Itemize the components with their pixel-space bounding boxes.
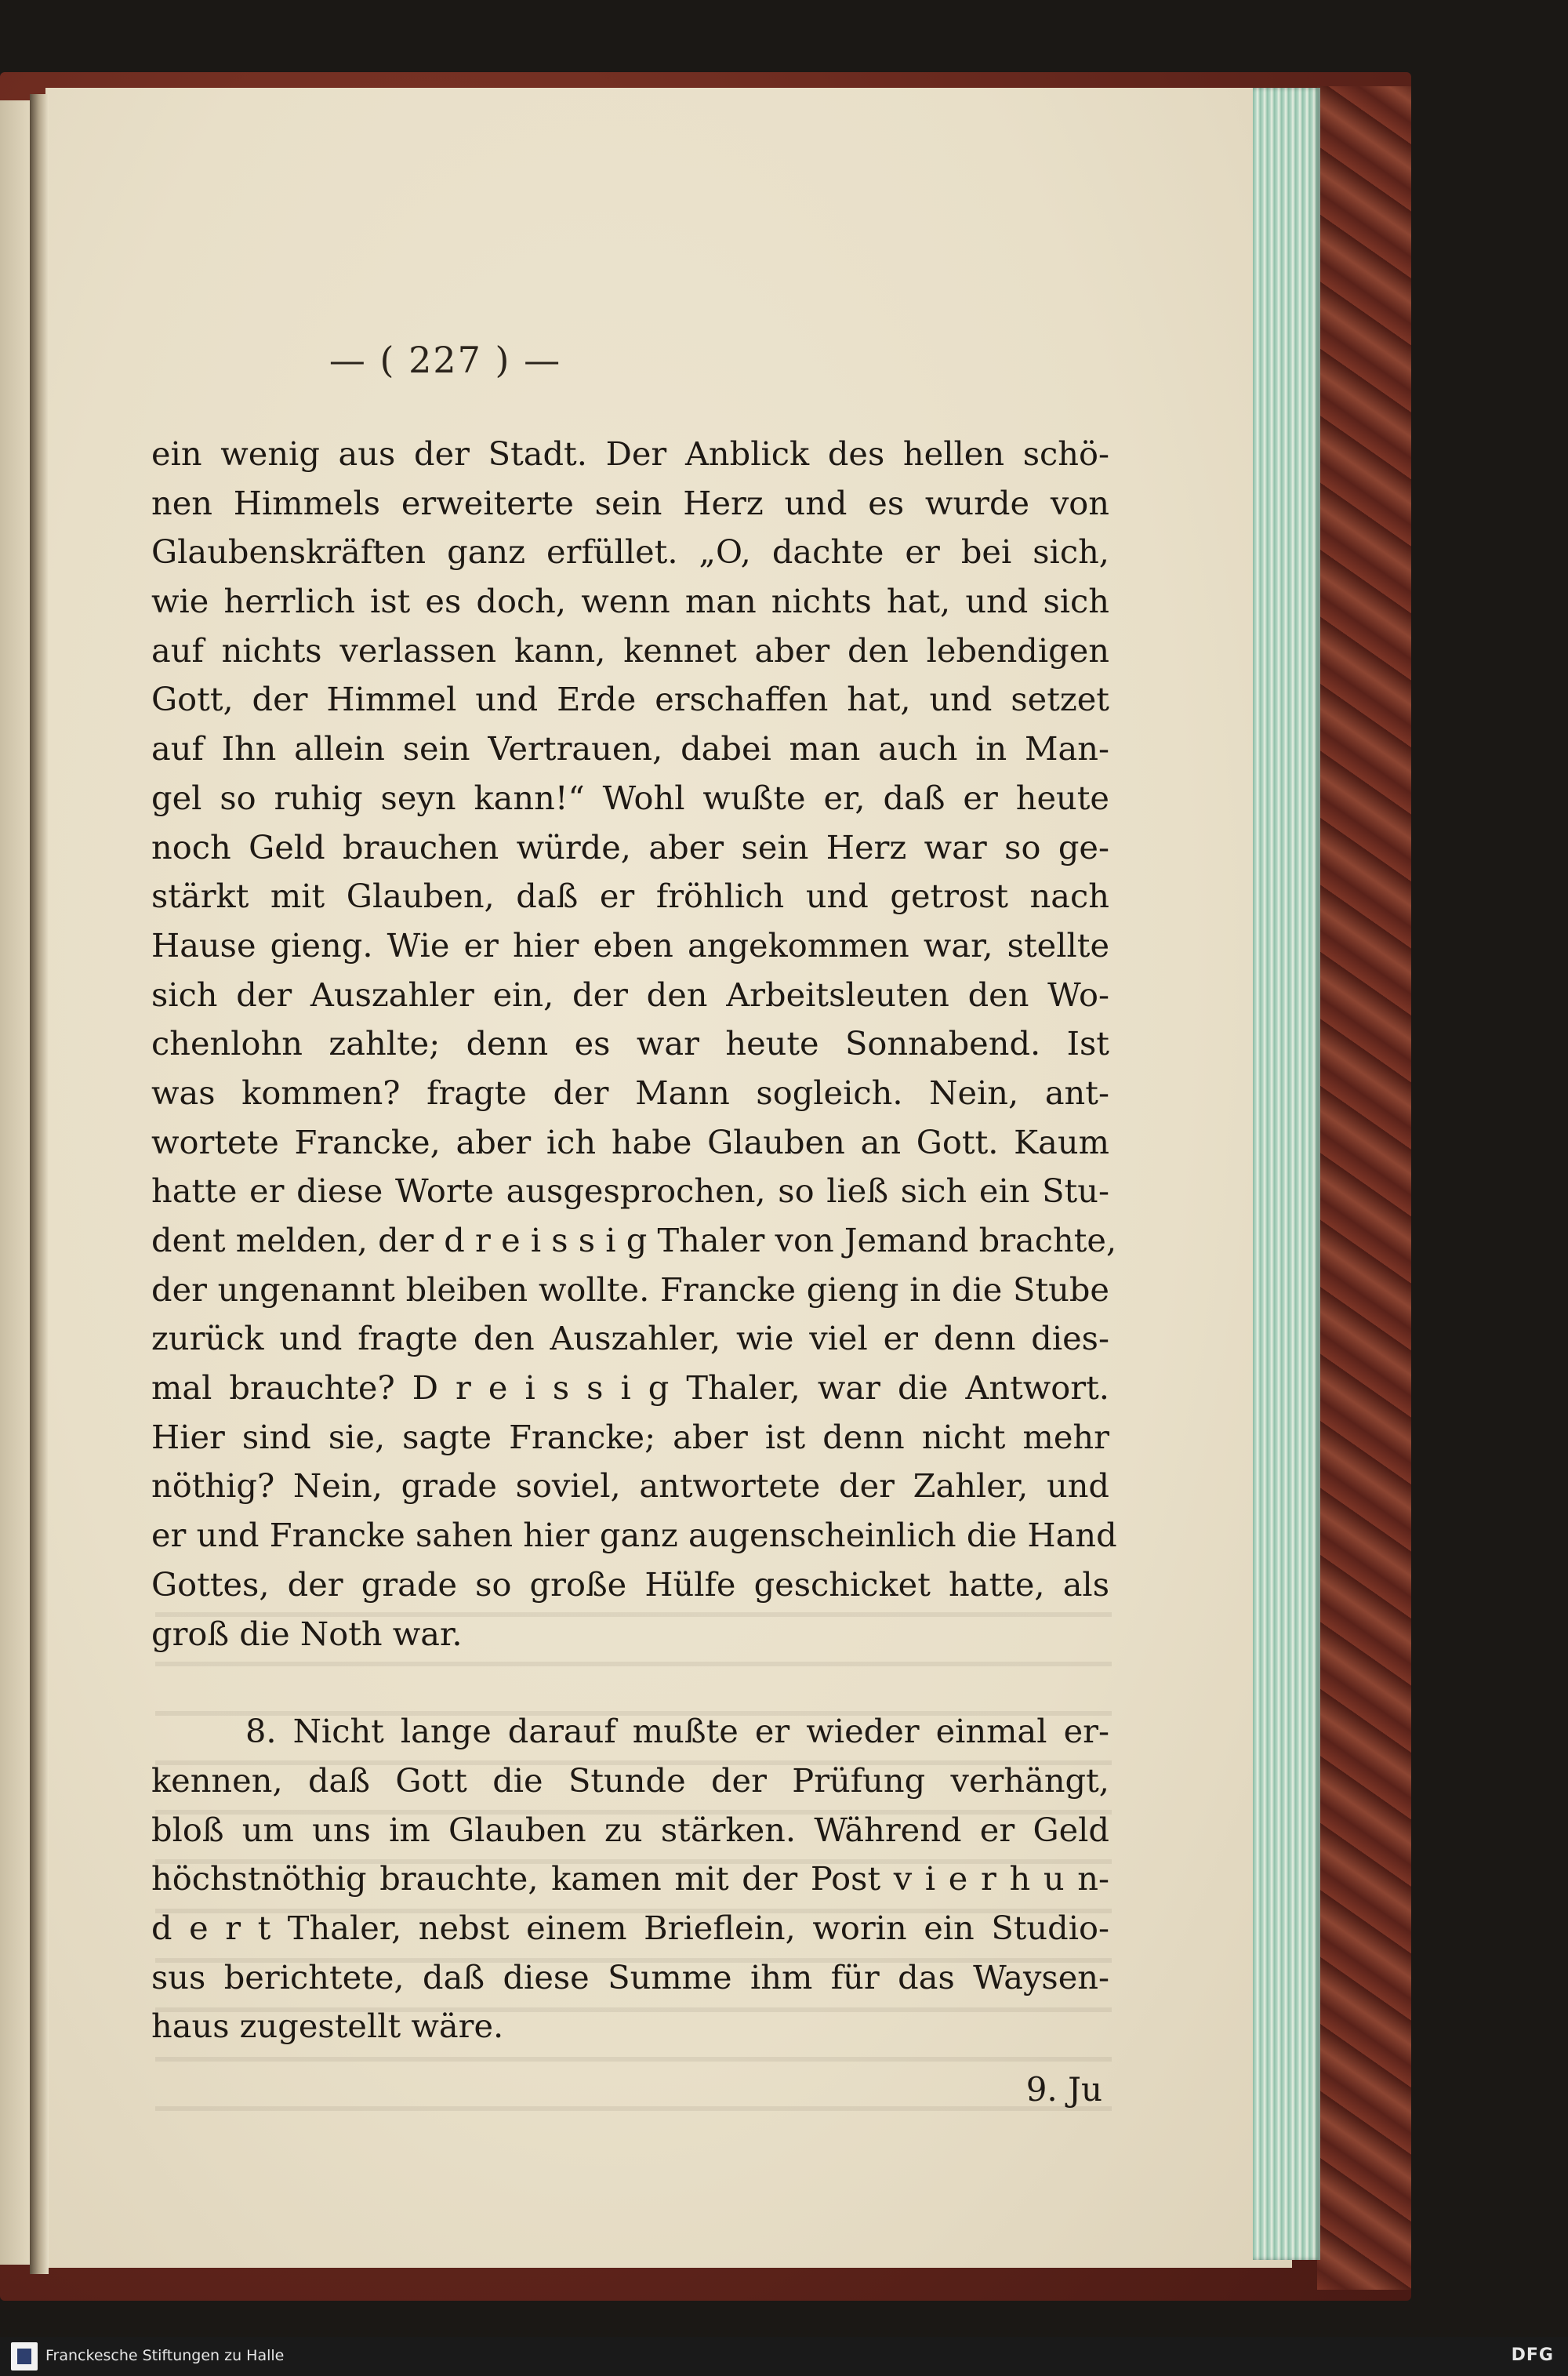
text-line: chenlohn zahlte; denn es war heute Sonnabend. Ist — [151, 1024, 1109, 1063]
text-line: nen Himmels erweiterte sein Herz und es wurde von — [151, 483, 1109, 522]
page-body — [151, 430, 1117, 2051]
text-line: er und Francke sahen hier ganz augenscheinlich die Hand — [151, 1516, 1117, 1555]
text-line: gel so ruhig seyn kann!“ Wohl wußte er, daß er heute — [151, 778, 1109, 817]
text-line: was kommen? fragte der Mann sogleich. Nein, ant- — [151, 1073, 1109, 1112]
text-line: auf Ihn allein sein Vertrauen, dabei man auch in Man- — [151, 729, 1109, 768]
text-line: wortete Francke, aber ich habe Glauben an Gott. Kaum — [151, 1122, 1109, 1161]
institution-name: Franckesche Stiftungen zu Halle — [45, 2347, 285, 2364]
text-line: haus zugestellt wäre. — [151, 2007, 504, 2046]
catchword: 9. Ju — [1025, 2070, 1102, 2109]
page-gutter — [30, 94, 49, 2274]
facing-page-edge — [0, 100, 31, 2265]
viewer-footer — [0, 2337, 1568, 2376]
text-line: sich der Auszahler ein, der den Arbeitsleuten den Wo- — [151, 975, 1109, 1014]
page-block-edges — [1253, 88, 1320, 2260]
text-line: sus berichtete, daß diese Summe ihm für das Waysen- — [151, 1957, 1109, 1996]
text-line: mal brauchte? D r e i s s i g Thaler, war die Antwort. — [151, 1368, 1109, 1408]
text-line: zurück und fragte den Auszahler, wie viel er denn dies- — [151, 1319, 1109, 1358]
text-line: wie herrlich ist es doch, wenn man nichts hat, und sich — [151, 582, 1109, 621]
dfg-logo: DFG — [1511, 2345, 1554, 2365]
page-header: — ( 227 ) — — [328, 339, 562, 381]
marbled-cover-edge — [1317, 86, 1411, 2290]
text-line: Gottes, der grade so große Hülfe geschicket hatte, als — [151, 1564, 1109, 1604]
text-line: d e r t Thaler, nebst einem Brieflein, worin ein Studio- — [151, 1908, 1109, 1947]
text-line: 8. Nicht lange darauf mußte er wieder einmal er- — [245, 1712, 1109, 1751]
text-line: noch Geld brauchen würde, aber sein Herz war so ge- — [151, 827, 1109, 866]
text-line: hatte er diese Worte ausgesprochen, so ließ sich ein Stu- — [151, 1172, 1109, 1211]
text-line: Glaubenskräften ganz erfüllet. „O, dachte er bei sich, — [151, 532, 1109, 572]
paragraph-gap — [151, 1658, 1109, 1707]
text-line: Hause gieng. Wie er hier eben angekommen war, stellte — [151, 925, 1109, 965]
text-line: kennen, daß Gott die Stunde der Prüfung verhängt, — [151, 1760, 1109, 1800]
text-line: ein wenig aus der Stadt. Der Anblick des hellen schö- — [151, 434, 1109, 473]
text-line: stärkt mit Glauben, daß er fröhlich und getrost nach — [151, 877, 1109, 916]
text-line: nöthig? Nein, grade soviel, antwortete der Zahler, und — [151, 1466, 1109, 1506]
text-line: höchstnöthig brauchte, kamen mit der Post v i e r h u n- — [151, 1859, 1109, 1898]
institution-logo-icon — [11, 2342, 38, 2371]
text-line: Hier sind sie, sagte Francke; aber ist denn nicht mehr — [151, 1417, 1109, 1456]
text-line: der ungenannt bleiben wollte. Francke gieng in die Stube — [151, 1270, 1109, 1309]
text-line: auf nichts verlassen kann, kennet aber den lebendigen — [151, 630, 1109, 670]
text-line: groß die Noth war. — [151, 1614, 463, 1653]
text-line: dent melden, der d r e i s s i g Thaler von Jemand brachte, — [151, 1221, 1117, 1259]
text-line: Gott, der Himmel und Erde erschaffen hat, und setzet — [151, 680, 1109, 719]
book-page — [45, 88, 1292, 2268]
text-line: bloß um uns im Glauben zu stärken. Während er Geld — [151, 1810, 1109, 1849]
